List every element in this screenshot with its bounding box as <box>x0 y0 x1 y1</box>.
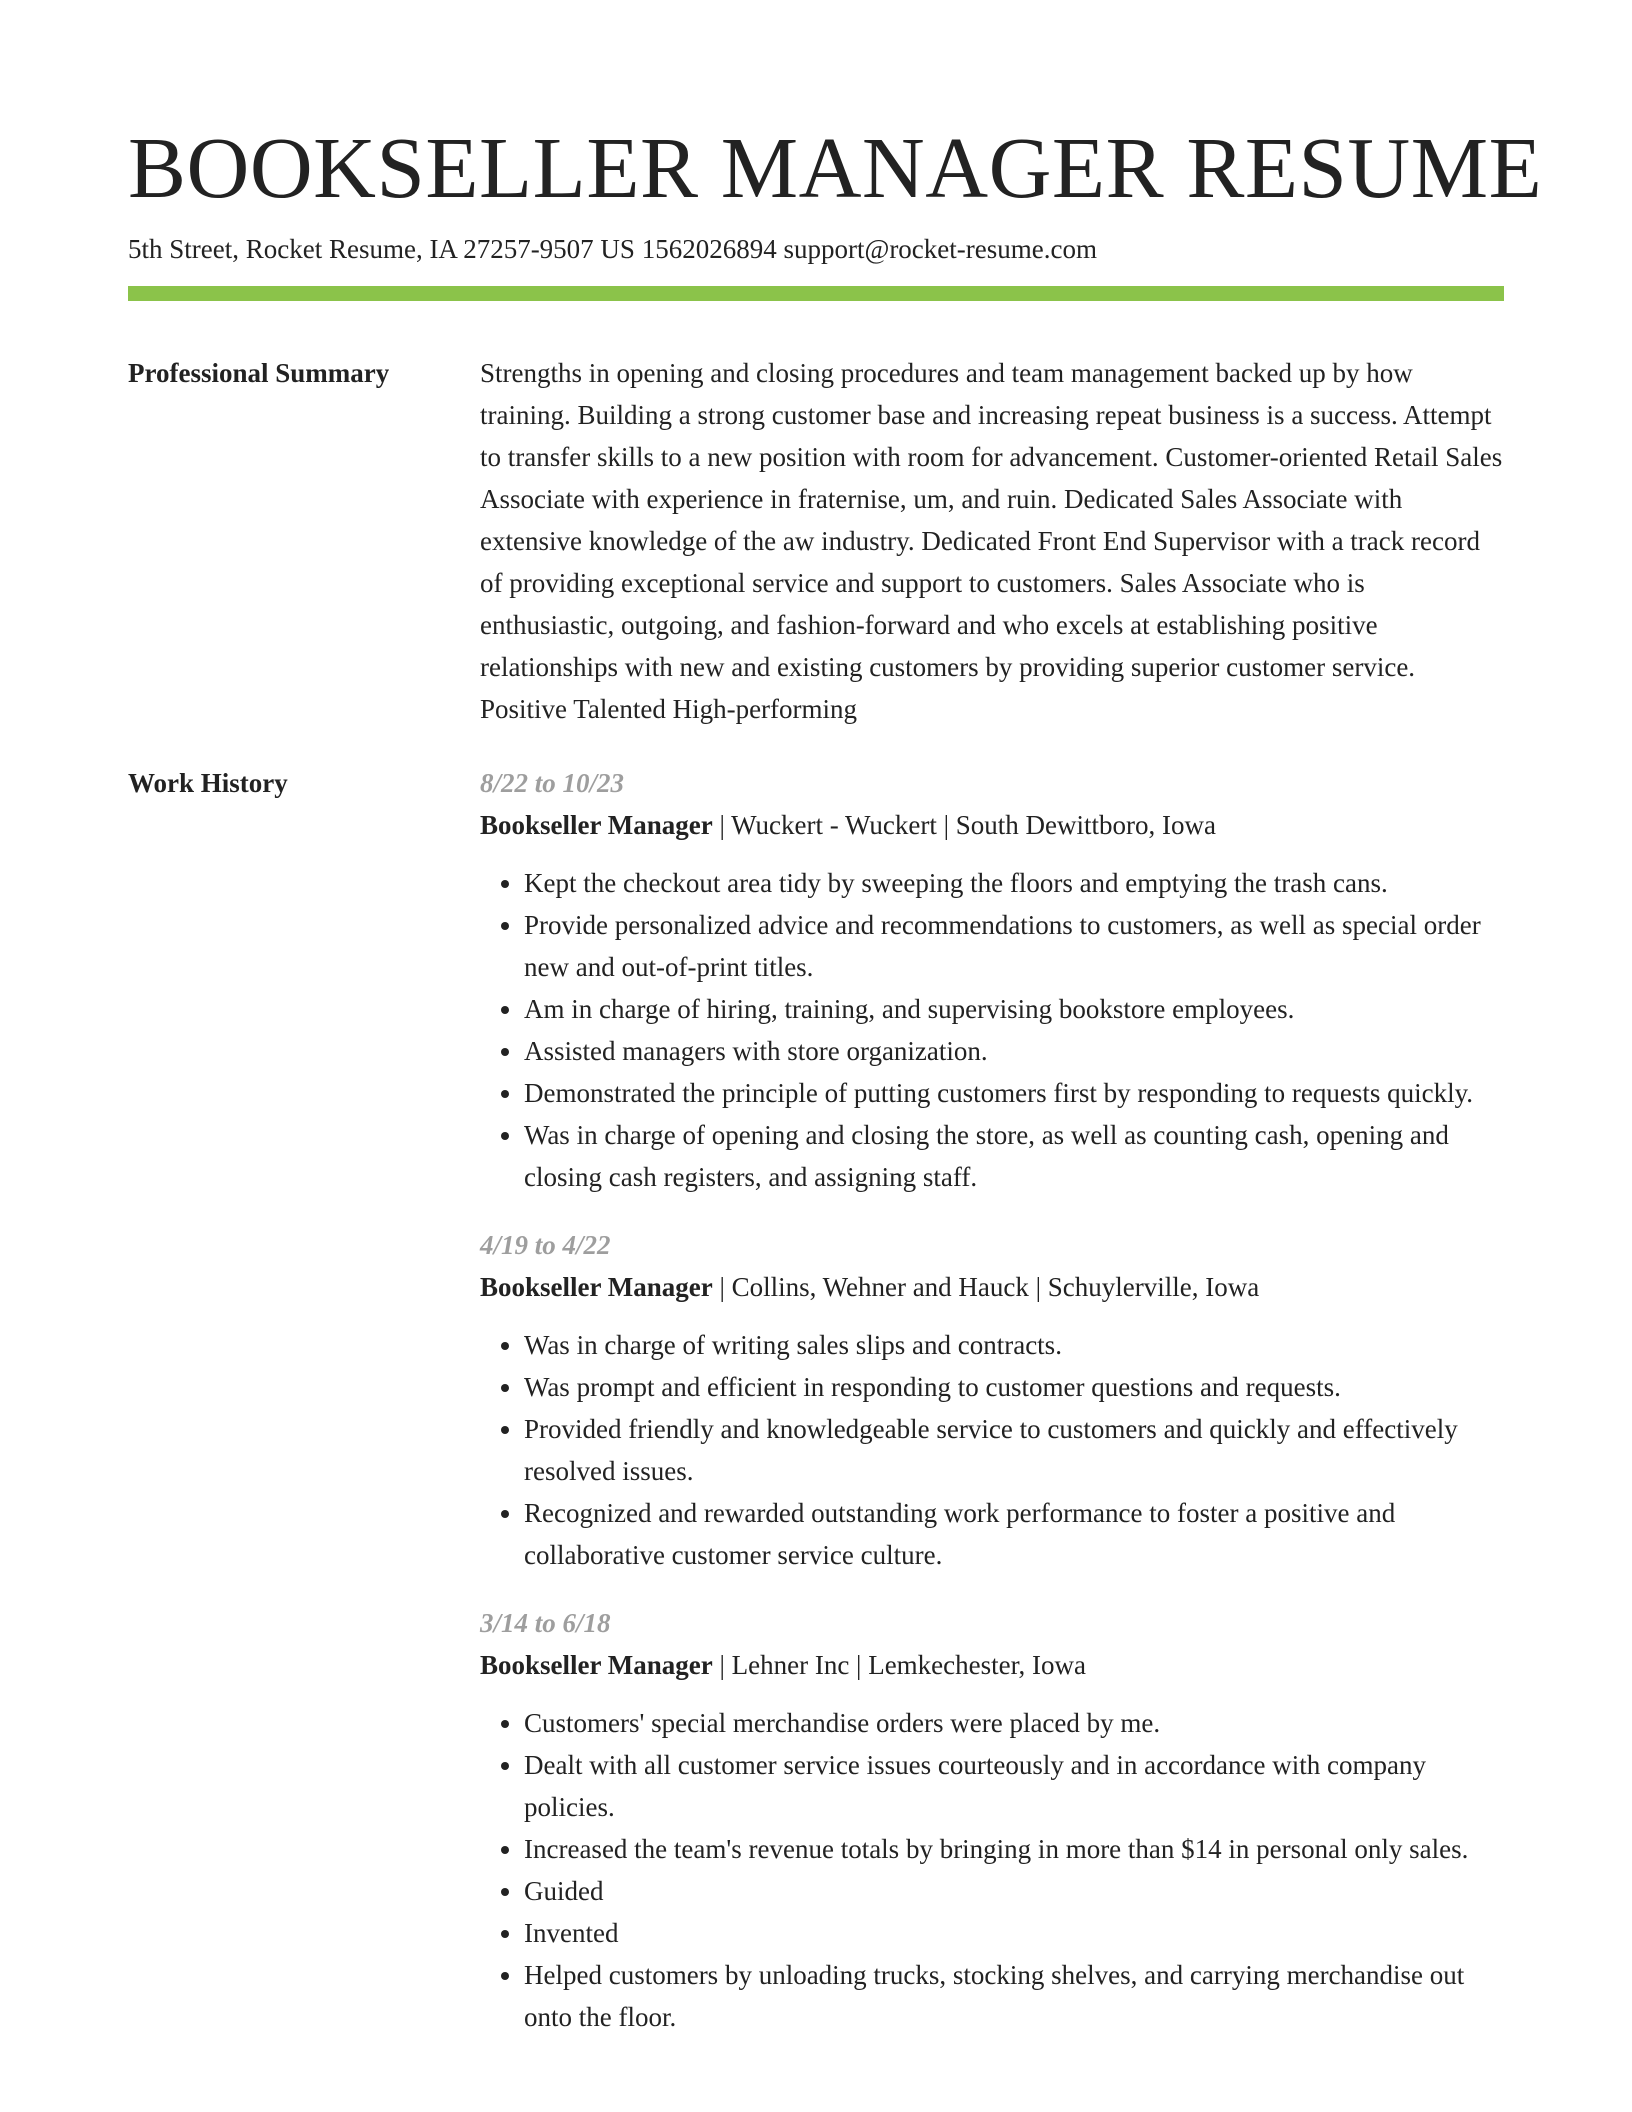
job-heading <box>480 804 1504 846</box>
job-bullet: • Assisted managers with store organization. <box>524 1030 1504 1072</box>
job-dates: 8/22 to 10/23 <box>480 768 625 798</box>
summary-text: Strengths in opening and closing procedures and team management backed up by how training. Building a strong customer base and increasing repeat business is a success. Attempt to transfer skills to a new position with room for advancement. Customer-oriented Retail Sales Associate with experience in fraternise, um, and ruin. Dedicated Sales Associate with extensive knowledge of the aw industry. Dedicated Front End Supervisor with a track record of providing exceptional service and support to customers. Sales Associate who is enthusiastic, outgoing, and fashion-forward and who excels at establishing positive relationships with new and existing customers by providing superior customer service. Positive Talented High-performing <box>480 358 1503 724</box>
job-title: Bookseller Manager <box>480 1272 713 1302</box>
job-bullet-list <box>480 1324 1504 1576</box>
work-history-body <box>480 762 1504 2038</box>
job-heading <box>480 1266 1504 1308</box>
job-title: Bookseller Manager <box>480 1650 713 1680</box>
job-bullet: • Am in charge of hiring, training, and supervising bookstore employees. <box>524 988 1504 1030</box>
job-dates: 4/19 to 4/22 <box>480 1230 611 1260</box>
job-details: | Lehner Inc | Lemkechester, Iowa <box>712 1650 1087 1680</box>
job-bullet: • Provide personalized advice and recommendations to customers, as well as special order new and out-of-print titles. <box>524 904 1504 988</box>
contact-line: 5th Street, Rocket Resume, IA 27257-9507 US 1562026894 support@rocket-resume.com <box>128 234 1097 264</box>
job-bullet: • Was in charge of opening and closing the store, as well as counting cash, opening and closing cash registers, and assigning staff. <box>524 1114 1504 1198</box>
job-bullet: • Was prompt and efficient in responding to customer questions and requests. <box>524 1366 1504 1408</box>
job-bullet: • Provided friendly and knowledgeable service to customers and quickly and effectively resolved issues. <box>524 1408 1504 1492</box>
job-bullet: • Customers' special merchandise orders were placed by me. <box>524 1702 1504 1744</box>
job-entry <box>480 1602 1504 2038</box>
job-bullet: • Kept the checkout area tidy by sweeping the floors and emptying the trash cans. <box>524 862 1504 904</box>
job-dates: 3/14 to 6/18 <box>480 1608 611 1638</box>
job-entry <box>480 762 1504 1198</box>
job-entry <box>480 1224 1504 1576</box>
job-details: | Wuckert - Wuckert | South Dewittboro, Iowa <box>712 810 1216 840</box>
work-history-label: Work History <box>128 768 288 798</box>
summary-body <box>480 352 1504 730</box>
job-title: Bookseller Manager <box>480 810 713 840</box>
resume-title: BOOKSELLER MANAGER RESUME <box>128 119 1543 216</box>
accent-divider <box>128 286 1504 301</box>
job-heading <box>480 1644 1504 1686</box>
job-bullet: • Dealt with all customer service issues courteously and in accordance with company policies. <box>524 1744 1504 1828</box>
job-bullet-list <box>480 862 1504 1198</box>
job-bullet: • Increased the team's revenue totals by bringing in more than $14 in personal only sales. <box>524 1828 1504 1870</box>
job-bullet: • Was in charge of writing sales slips and contracts. <box>524 1324 1504 1366</box>
summary-label: Professional Summary <box>128 358 390 388</box>
job-bullet: • Invented <box>524 1912 1504 1954</box>
job-bullet: • Guided <box>524 1870 1504 1912</box>
job-bullet: • Helped customers by unloading trucks, stocking shelves, and carrying merchandise out onto the floor. <box>524 1954 1504 2038</box>
job-bullet: • Demonstrated the principle of putting customers first by responding to requests quickly. <box>524 1072 1504 1114</box>
job-bullet: • Recognized and rewarded outstanding work performance to foster a positive and collaborative customer service culture. <box>524 1492 1504 1576</box>
job-details: | Collins, Wehner and Hauck | Schuylerville, Iowa <box>712 1272 1260 1302</box>
job-bullet-list <box>480 1702 1504 2038</box>
